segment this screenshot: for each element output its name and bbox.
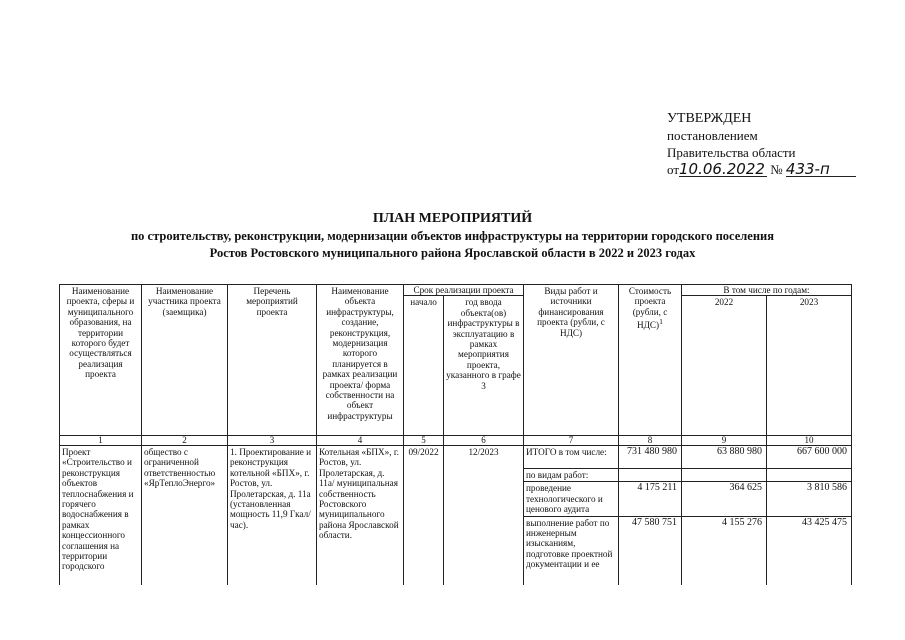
footnote-marker: 1	[659, 317, 663, 327]
header-period-group: Срок реализации проекта	[404, 285, 524, 296]
header-cost-label: Стоимость проекта (рубли, с НДС)	[628, 286, 672, 331]
year-2022-cell	[682, 469, 767, 482]
cost-cell	[619, 469, 682, 482]
number-prefix: №	[770, 162, 783, 177]
document-subtitle-1: по строительству, реконструкции, модернизации объектов инфраструктуры на территории городского поселения	[130, 229, 775, 243]
cost-cell: 47 580 751	[619, 516, 682, 585]
header-years-group: В том числе по годам:	[682, 285, 852, 296]
year-2023-cell	[767, 469, 852, 482]
header-commissioning: год ввода объекта(ов) инфраструктуры в эксплуатацию в рамках мероприятия проекта, указанного в графе 3	[444, 296, 524, 436]
work-type-cell: выполнение работ по инженерным изысканиям, подготовке проектной документации и ее	[524, 516, 619, 585]
project-name-cell: Проект «Строительство и реконструкция объектов теплоснабжения и горячего водоснабжения в рамках концессионного соглашения на территории городского	[60, 446, 142, 585]
cost-cell: 731 480 980	[619, 446, 682, 469]
header-work-types: Виды работ и источники финансирования проекта (рубли, с НДС)	[524, 285, 619, 436]
header-cost	[619, 285, 682, 436]
column-number: 4	[317, 436, 404, 446]
column-number: 6	[444, 436, 524, 446]
year-2022-cell: 63 880 980	[682, 446, 767, 469]
plan-table	[59, 284, 852, 585]
approval-stamp	[667, 110, 856, 178]
approval-title: УТВЕРЖДЕН	[667, 111, 752, 126]
column-number: 1	[60, 436, 142, 446]
column-number: 5	[404, 436, 444, 446]
year-2023-cell: 3 810 586	[767, 482, 852, 516]
header-start: начало	[404, 296, 444, 436]
document-title-block	[0, 210, 905, 262]
header-row-1	[60, 285, 852, 296]
header-measures: Перечень мероприятий проекта	[228, 285, 317, 436]
work-type-cell: по видам работ:	[524, 469, 619, 482]
column-numbers-row	[60, 436, 852, 446]
approval-line-1: постановлением	[667, 128, 758, 143]
header-year-2023: 2023	[767, 296, 852, 436]
header-participant: Наименование участника проекта (заемщика)	[142, 285, 228, 436]
approval-date-line	[667, 161, 856, 178]
year-2022-cell: 4 155 276	[682, 516, 767, 585]
commissioning-cell: 12/2023	[444, 446, 524, 585]
header-year-2022: 2022	[682, 296, 767, 436]
measures-cell: 1. Проектирование и реконструкция котельной «БПХ», г. Ростов, ул. Пролетарская, д. 11а (установленная мощность 11,9 Гкал/час).	[228, 446, 317, 585]
column-number: 2	[142, 436, 228, 446]
start-cell: 09/2022	[404, 446, 444, 585]
handwritten-number: 433-п	[786, 163, 856, 177]
approval-line-2: Правительства области	[667, 145, 796, 160]
year-2023-cell: 43 425 475	[767, 516, 852, 585]
year-2023-cell: 667 600 000	[767, 446, 852, 469]
document-title: ПЛАН МЕРОПРИЯТИЙ	[372, 211, 533, 226]
header-project-name: Наименование проекта, сферы и муниципального образования, на территории которого будет осуществляться реализация проекта	[60, 285, 142, 436]
participant-cell: общество с ограниченной ответственностью «ЯрТеплоЭнерго»	[142, 446, 228, 585]
cost-cell: 4 175 211	[619, 482, 682, 516]
column-number: 10	[767, 436, 852, 446]
handwritten-date: 10.06.2022	[679, 163, 767, 177]
object-cell: Котельная «БПХ», г. Ростов, ул. Пролетарская, д. 11а/ муниципальная собственность Ростовского муниципального района Ярославской области.	[317, 446, 404, 585]
document-subtitle-2: Ростов Ростовского муниципального района Ярославской области в 2022 и 2023 годах	[209, 246, 696, 260]
work-type-cell: проведение технологического и ценового аудита	[524, 482, 619, 516]
column-number: 7	[524, 436, 619, 446]
date-prefix: от	[667, 162, 680, 177]
column-number: 3	[228, 436, 317, 446]
column-number: 8	[619, 436, 682, 446]
table-row	[60, 446, 852, 469]
column-number: 9	[682, 436, 767, 446]
header-object: Наименование объекта инфраструктуры, создание, реконструкция, модернизация которого планируется в рамках реализации проекта/ форма собственности на объект инфраструктуры	[317, 285, 404, 436]
year-2022-cell: 364 625	[682, 482, 767, 516]
work-type-cell: ИТОГО в том числе:	[524, 446, 619, 469]
